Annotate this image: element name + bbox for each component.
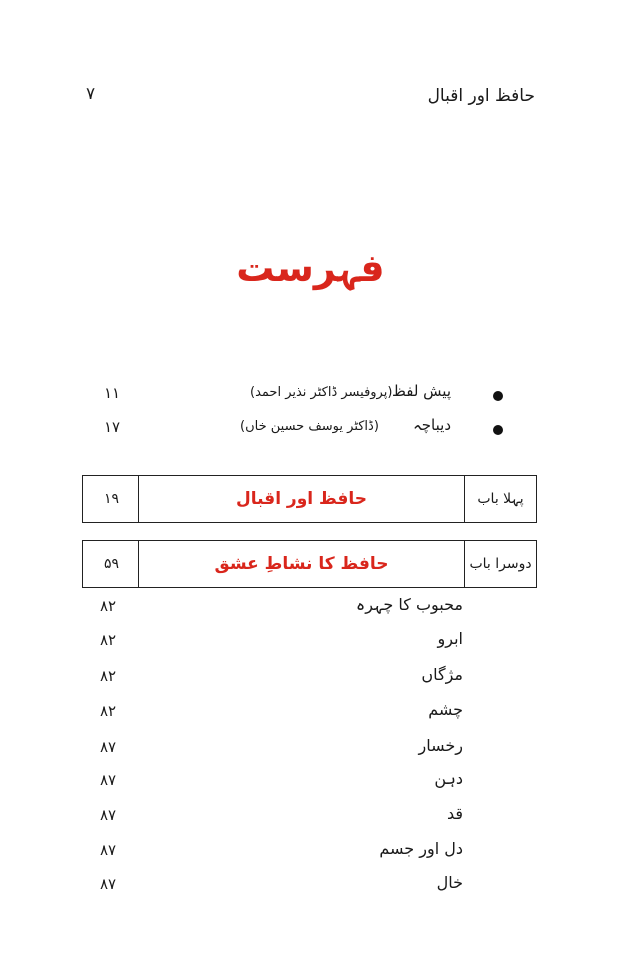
entry-page: ۱۷ (104, 418, 121, 436)
subsection-page: ۸۷ (100, 771, 117, 789)
chapter-page: ۱۹ (103, 491, 120, 507)
subsection-title: دہن (434, 769, 463, 788)
subsection-page: ۸۲ (100, 667, 117, 685)
subsection-row (0, 700, 621, 734)
chapter-label: دوسرا باب (464, 541, 536, 587)
front-matter-entry (0, 382, 621, 412)
subsection-page: ۸۲ (100, 631, 117, 649)
subsection-page: ۸۲ (100, 702, 117, 720)
chapter-row (82, 540, 537, 588)
front-matter-entry (0, 416, 621, 446)
chapter-label: پہلا باب (464, 476, 536, 522)
chapter-page: ۵۹ (103, 556, 120, 572)
chapter-title: حافظ کا نشاطِ عشق (138, 541, 464, 587)
entry-author: (پروفیسر ڈاکٹر نذیر احمد) (250, 385, 393, 400)
book-title-header: حافظ اور اقبال (427, 86, 535, 106)
subsection-row (0, 629, 621, 663)
subsection-title: ابرو (437, 629, 463, 648)
subsection-page: ۸۲ (100, 597, 117, 615)
bullet-icon (493, 425, 503, 435)
entry-page: ۱۱ (104, 384, 121, 402)
entry-title: پیش لفظ (392, 382, 451, 400)
subsection-row (0, 839, 621, 873)
subsection-page: ۸۷ (100, 738, 117, 756)
chapter-row (82, 475, 537, 523)
entry-title: دیباچہ (412, 416, 451, 434)
subsection-row (0, 736, 621, 770)
contents-title: فہرست (236, 246, 385, 290)
subsection-title: رخسار (418, 736, 463, 755)
chapter-title: حافظ اور اقبال (138, 476, 464, 522)
subsection-title: محبوب کا چہرہ (355, 595, 463, 614)
subsection-row (0, 769, 621, 803)
subsection-title: دل اور جسم (379, 839, 463, 858)
page-number: ۷ (86, 84, 96, 104)
subsection-row (0, 665, 621, 699)
subsection-row (0, 804, 621, 838)
subsection-title: چشم (428, 700, 463, 719)
subsection-title: قد (446, 804, 463, 823)
entry-author: (ڈاکٹر یوسف حسین خاں) (240, 419, 379, 434)
subsection-page: ۸۷ (100, 806, 117, 824)
subsection-title: مژگاں (421, 665, 463, 684)
subsection-page: ۸۷ (100, 841, 117, 859)
bullet-icon (493, 391, 503, 401)
subsection-row (0, 873, 621, 907)
subsection-title: خال (436, 873, 463, 892)
subsection-page: ۸۷ (100, 875, 117, 893)
subsection-row (0, 595, 621, 629)
